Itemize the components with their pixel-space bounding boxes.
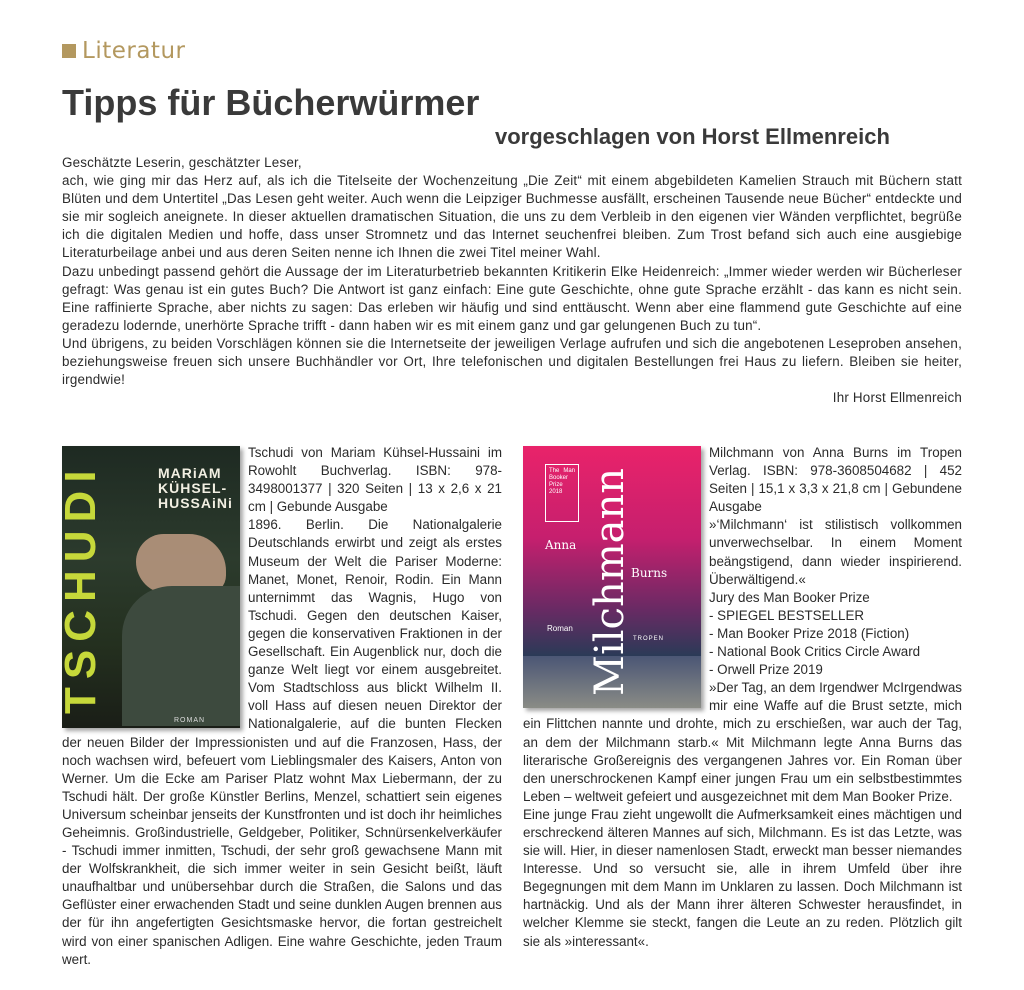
award-item: - SPIEGEL BESTSELLER (709, 607, 865, 623)
book-description: 1896. Berlin. Die Nationalgalerie Deutschlands erwirbt und zeigt als erstes Museum der Welt die Pariser Moderne: Manet, Monet, Renoir, Rodin. Ein Mann unternimmt das Wagnis, Hugo von Tschudi. Gegen den deutschen Kaiser, gegen die konservativen Fraktionen in der Gesellschaft. Ein Augenblick nur, doch die ganze Welt liegt vor einem ausgebreitet. Vom Stadtschloss aus blickt Wilhelm II. voll Hass auf diesen neuen Direktor der Nationalgalerie, auf die bunten Flecken der neuen Bilder der Impressionisten und auf die Franzosen, Hass, der noch wachsen wird, befeuert vom Lieblingsmaler des Kaisers, Anton von Werner. Um die Ecke am Pariser Platz wohnt Max Liebermann, der zu Tschudi hält. Der große Künstler Berlins, Menzel, schattiert sein eigenes Universum scheinbar jenseits der Kunstfronten und ist doch ihr heimliches Geheimnis. Großindustrielle, Geldgeber, Politiker, Schnürsenkelverkäufer - Tschudi immer inmitten, Tschudi, der sehr groß gewachsene Mann mit der Wolfskrankheit, die sich immer weiter in sein Gesicht beißt, läuft unaufhaltbar und unübersehbar durch die Straßen, die Salons und das Geflüster einer erwachenden Stadt und seine dunklen Augen brennen aus der für ihn angefertigten Gesichtsmaske hervor, die fortan gestreichelt wird von einer spanischen Adligen. Eine wahre Geschichte, jeden Traum wert. (62, 517, 502, 967)
section-label: Literatur (82, 38, 186, 64)
book-column-milchmann (523, 444, 962, 951)
cover-genre: Roman (547, 624, 573, 633)
book-cover-tschudi (56, 446, 240, 728)
book-details: Tschudi von Mariam Kühsel-Hussaini im Rowohlt Buchverlag. ISBN: 978-3498001377 | 320 Seiten | 13 x 2,6 x 21 cm | Gebunde Ausgabe (248, 445, 502, 515)
cover-author-last: Burns (631, 566, 668, 580)
book-details: Milchmann von Anna Burns im Tropen Verlag. ISBN: 978-3608504682 | 452 Seiten | 15,1 x 3,3 x 21,8 cm | Gebundene Ausgabe (709, 445, 962, 515)
book-description: Eine junge Frau zieht ungewollt die Aufmerksamkeit eines mächtigen und erschreckend älteren Mannes auf sich, Milchmann. Es ist das Letzte, was sie will. Hier, in dieser namenlosen Stadt, erweckt man besser niemandes Interesse. Und so versucht sie, alle in ihrem Umfeld über ihre Begegnungen mit dem Mann im Unklaren zu lassen. Doch Milchmann ist hartnäckig. Und als der Mann ihrer älteren Schwester herausfindet, in welcher Klemme sie steckt, fangen die Leute an zu reden. Plötzlich gilt sie als »interessant«. (523, 806, 962, 949)
section-header (62, 38, 185, 64)
award-item: - Man Booker Prize 2018 (Fiction) (709, 625, 910, 641)
cover-hand-illustration (136, 534, 226, 594)
signature: Ihr Horst Ellmenreich (832, 390, 962, 406)
cover-genre: ROMAN (174, 717, 206, 724)
book-quote-source: Jury des Man Booker Prize (709, 589, 870, 605)
award-item: - Orwell Prize 2019 (709, 662, 823, 678)
cover-publisher: TROPEN (633, 636, 665, 642)
cover-title: TSCHUDI (56, 462, 105, 714)
page-title: Tipps für Bücherwürmer (62, 82, 480, 123)
cover-prize-badge: The Man Booker Prize 2018 (545, 464, 579, 522)
intro-text (62, 154, 962, 407)
cover-author: MARiAM KÜHSEL-HUSSAiNi (158, 465, 233, 511)
cover-title: Milchmann (587, 467, 633, 696)
intro-paragraph: Geschätzte Leserin, geschätzter Leser, (62, 155, 302, 170)
section-square-icon (62, 44, 76, 58)
book-cover-milchmann (523, 446, 701, 708)
award-item: - National Book Critics Circle Award (709, 644, 921, 660)
intro-paragraph: Dazu unbedingt passend gehört die Aussage der im Literaturbetrieb bekannten Kritikerin Elke Heidenreich: „Immer wieder werden wir Bücherleser gefragt: Was genau ist ein gutes Buch? Die Antwort ist ganz einfach: Eine gute Geschichte, ohne gute Sprache erzählt - das kann es nicht sein. Eine raffinierte Sprache, aber nichts zu sagen: Das erleben wir häufig und sind enttäuscht. Wenn aber eine flammend gute Geschichte auf eine geradezu lodernde, unerhörte Sprache trifft - dann haben wir es mit einem ganz und gar gelungenen Buch zu tun“. (62, 263, 962, 333)
intro-paragraph: Und übrigens, zu beiden Vorschlägen können sie die Internetseite der jeweiligen Verlage aufrufen und sich die angebotenen Leseproben ansehen, beziehungsweise freuen sich unsere Buchhändler vor Ort, Ihre telefonischen und digitalen Bestellungen frei Haus zu liefern. Bleiben sie heiter, irgendwie! (62, 335, 962, 388)
book-column-tschudi (56, 444, 502, 969)
cover-dress-illustration (122, 586, 240, 726)
book-quote: »‘Milchmann‘ ist stilistisch vollkommen unverwechselbar. In einem Moment beängstigend, dann wieder inspirierend. Überwältigend.« (709, 517, 962, 587)
byline: vorgeschlagen von Horst Ellmenreich (495, 124, 890, 149)
book-description: »Der Tag, an dem Irgendwer McIrgendwas mir eine Waffe auf die Brust setzte, mich ein Flittchen nannte und drohte, mich zu erschießen, war auch der Tag, an dem der Milchmann starb.« Mit Milchmann legte Anna Burns das literarische Großereignis des vergangenen Jahres vor. Ein Roman über den unerschrockenen Kampf einer jungen Frau um ein selbstbestimmtes Leben – weltweit gefeiert und ausgezeichnet mit dem Man Booker Prize. (523, 680, 962, 804)
intro-paragraph: ach, wie ging mir das Herz auf, als ich die Titelseite der Wochenzeitung „Die Zeit“ mit einem abgebildeten Kamelien Strauch mit Büchern statt Blüten und dem Untertitel „Das Lesen geht weiter. Auch wenn die Leipziger Buchmesse ausfällt, erscheinen Tausende neue Bücher“ entdeckte und sie mir sogleich aneignete. In dieser aktuellen dramatischen Situation, die uns zu dem Verbleib in den eigenen vier Wänden verpflichtet, begrüße ich die digitalen Medien und hoffe, dass unser Stromnetz und das Internet seuchenfrei bleiben. Zum Trost befand sich auch eine ausgiebige Literaturbeilage anbei und aus deren Seiten nenne ich Ihnen die zwei Titel meiner Wahl. (62, 173, 962, 261)
cover-author-first: Anna (545, 538, 577, 552)
